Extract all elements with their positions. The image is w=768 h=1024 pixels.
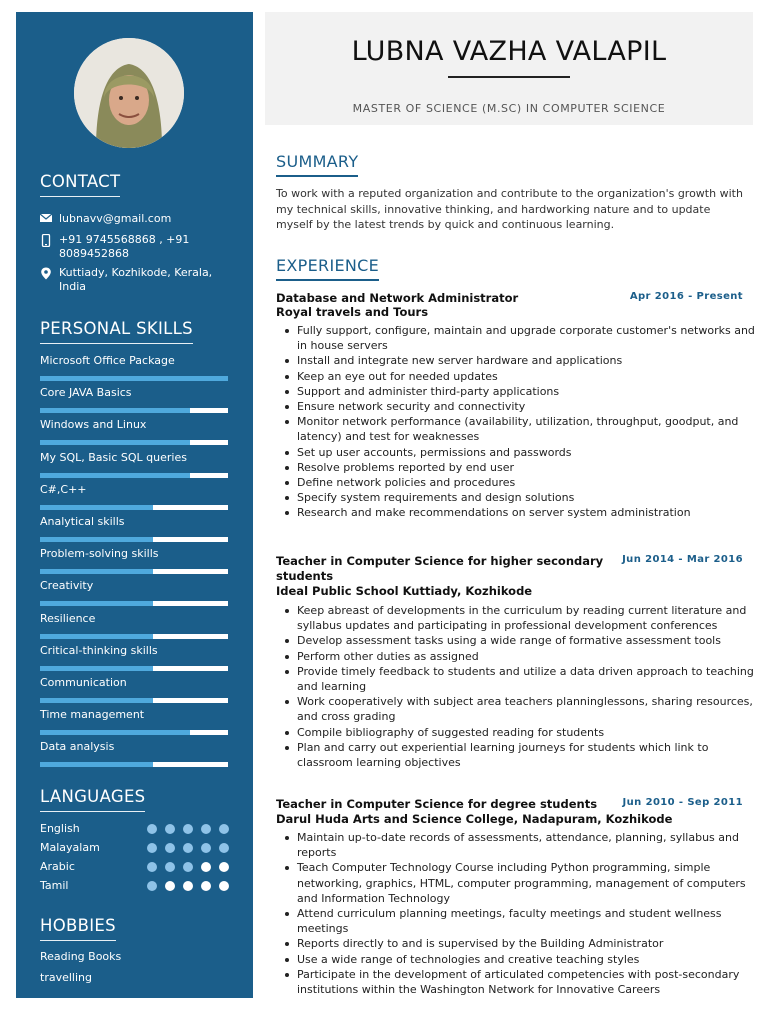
location-pin-icon — [40, 267, 52, 284]
skill-label: C#,C++ — [40, 482, 87, 496]
job-bullet: Develop assessment tasks using a wide range of formative assessment tools — [297, 633, 757, 648]
contact-phone-line1: +91 9745568868 , +91 — [59, 233, 190, 246]
name-underline — [448, 76, 570, 78]
sidebar — [16, 12, 253, 998]
phone-icon — [40, 234, 52, 251]
hobby-item: Reading Books — [40, 950, 122, 963]
skill-bar-fill — [40, 440, 190, 445]
contact-phone-line2: 8089452868 — [59, 247, 129, 260]
skill-label: Data analysis — [40, 740, 115, 754]
job-title: Database and Network Administrator — [276, 291, 519, 305]
skill-bar — [40, 376, 228, 381]
job-bullet: Attend curriculum planning meetings, faculty meetings and student wellness meetings — [297, 906, 757, 936]
skill-item — [40, 483, 228, 510]
language-rating — [147, 881, 229, 891]
job-bullet: Participate in the development of articulated competencies with post-secondary institutions within the Washington Network for Innovative Careers — [297, 967, 757, 997]
job-bullet: Fully support, configure, maintain and upgrade corporate customer's networks and in house servers — [297, 323, 757, 353]
job-bullet: Provide timely feedback to students and utilize a data driven approach to teaching and learning — [297, 664, 757, 694]
skill-label: Problem-solving skills — [40, 547, 159, 561]
skill-item — [40, 386, 228, 413]
rating-dot — [147, 843, 157, 853]
skill-bar — [40, 601, 228, 606]
skill-label: Resilience — [40, 611, 96, 625]
languages-heading: LANGUAGES — [40, 787, 146, 806]
contact-phone-row — [40, 233, 230, 261]
language-name: Malayalam — [40, 841, 100, 854]
language-item — [40, 879, 230, 893]
job-bullet: Keep abreast of developments in the curriculum by reading current literature and syllabus updates and participating in professional development conferences — [297, 603, 757, 633]
skill-label: Creativity — [40, 579, 94, 593]
job-bullet: Plan and carry out experiential learning journeys for students which link to classroom learning objectives — [297, 740, 757, 770]
skill-item — [40, 644, 228, 671]
skill-item — [40, 354, 228, 381]
skill-bar-fill — [40, 408, 190, 413]
skill-item — [40, 515, 228, 542]
skill-bar-fill — [40, 762, 153, 767]
skill-item — [40, 612, 228, 639]
skill-bar-fill — [40, 666, 153, 671]
rating-dot — [219, 843, 229, 853]
language-name: English — [40, 822, 80, 835]
job-bullet: Teach Computer Technology Course including Python programming, simple networking, graphics, HTML, computer programming, management of computers and Information Technology — [297, 860, 757, 906]
rating-dot — [219, 824, 229, 834]
skill-bar-fill — [40, 473, 190, 478]
language-rating — [147, 824, 229, 834]
job-bullet: Ensure network security and connectivity — [297, 399, 757, 414]
skill-label: Critical-thinking skills — [40, 643, 158, 657]
skill-label: Core JAVA Basics — [40, 386, 132, 400]
job-bullet: Resolve problems reported by end user — [297, 460, 757, 475]
job-bullet: Install and integrate new server hardware and applications — [297, 353, 757, 368]
rating-dot — [201, 843, 211, 853]
skill-bar-fill — [40, 505, 153, 510]
skill-bar-fill — [40, 634, 153, 639]
contact-email[interactable]: lubnavv@gmail.com — [59, 212, 172, 225]
job-dates: Jun 2010 - Sep 2011 — [622, 797, 743, 808]
job-bullet: Compile bibliography of suggested reading for students — [297, 725, 757, 740]
job-bullet: Reports directly to and is supervised by the Building Administrator — [297, 936, 757, 951]
profile-photo — [74, 38, 184, 148]
skill-bar — [40, 537, 228, 542]
contact-address-line2: India — [59, 280, 86, 293]
skill-item — [40, 676, 228, 703]
language-rating — [147, 843, 229, 853]
skill-bar — [40, 698, 228, 703]
skill-label: Windows and Linux — [40, 418, 147, 432]
job-dates: Jun 2014 - Mar 2016 — [622, 554, 743, 565]
skill-bar — [40, 762, 228, 767]
skill-label: Microsoft Office Package — [40, 354, 175, 367]
language-rating — [147, 862, 229, 872]
job-bullet: Use a wide range of technologies and creative teaching styles — [297, 952, 757, 967]
job-bullet: Monitor network performance (availability, utilization, throughput, goodput, and latency) and test for weaknesses — [297, 414, 757, 444]
rating-dot — [183, 881, 193, 891]
job-bullets — [280, 323, 757, 521]
job-organization: Darul Huda Arts and Science College, Nadapuram, Kozhikode — [276, 812, 673, 826]
contact-phone — [59, 233, 189, 261]
skill-bar-fill — [40, 601, 153, 606]
job-bullet: Support and administer third-party applications — [297, 384, 757, 399]
job-organization: Royal travels and Tours — [276, 305, 429, 319]
job-bullet: Work cooperatively with subject area teachers planninglessons, sharing resources, and cross grading — [297, 694, 757, 724]
skill-label: Communication — [40, 676, 127, 689]
job-bullet: Maintain up-to-date records of assessments, attendance, planning, syllabus and reports — [297, 830, 757, 860]
skill-bar — [40, 440, 228, 445]
job-title: Teacher in Computer Science for higher secondary students — [276, 554, 604, 583]
rating-dot — [165, 862, 175, 872]
hobby-item: travelling — [40, 971, 92, 984]
language-item — [40, 860, 230, 874]
language-name: Tamil — [40, 879, 69, 892]
skill-bar-fill — [40, 569, 153, 574]
job-bullet: Set up user accounts, permissions and passwords — [297, 445, 757, 460]
language-item — [40, 822, 230, 836]
skill-item — [40, 547, 228, 574]
skill-bar — [40, 634, 228, 639]
skill-item — [40, 579, 228, 606]
rating-dot — [201, 824, 211, 834]
profile-photo-image — [74, 38, 184, 148]
summary-heading: SUMMARY — [276, 152, 359, 171]
skill-item — [40, 451, 228, 478]
summary-text: To work with a reputed organization and contribute to the organization's growth with my technical skills, innovative thinking, and hardworking nature and to update myself by the latest trends by quick and continuous learning. — [276, 187, 743, 231]
rating-dot — [183, 862, 193, 872]
hobbies-heading: HOBBIES — [40, 916, 116, 935]
skill-bar — [40, 569, 228, 574]
job-bullets — [280, 830, 757, 997]
rating-dot — [147, 881, 157, 891]
job-title: Teacher in Computer Science for degree students — [276, 797, 598, 811]
skill-bar-fill — [40, 537, 153, 542]
job-bullet: Perform other duties as assigned — [297, 649, 757, 664]
rating-dot — [183, 843, 193, 853]
skill-bar-fill — [40, 698, 153, 703]
job-organization: Ideal Public School Kuttiady, Kozhikode — [276, 584, 533, 598]
rating-dot — [183, 824, 193, 834]
rating-dot — [165, 824, 175, 834]
skill-label: My SQL, Basic SQL queries — [40, 450, 187, 464]
rating-dot — [165, 843, 175, 853]
skill-label: Analytical skills — [40, 515, 125, 528]
rating-dot — [165, 881, 175, 891]
contact-address-line1: Kuttiady, Kozhikode, Kerala, — [59, 266, 213, 279]
rating-dot — [201, 881, 211, 891]
job-dates: Apr 2016 - Present — [629, 291, 743, 302]
skill-bar — [40, 473, 228, 478]
person-subtitle: MASTER OF SCIENCE (M.SC) IN COMPUTER SCIENCE — [352, 102, 666, 115]
job-bullet: Define network policies and procedures — [297, 475, 757, 490]
rating-dot — [201, 862, 211, 872]
skill-item — [40, 418, 228, 445]
skill-bar — [40, 730, 228, 735]
contact-heading: CONTACT — [40, 172, 121, 191]
skill-label: Time management — [40, 708, 145, 722]
person-name: LUBNA VAZHA VALAPIL — [351, 36, 667, 67]
rating-dot — [219, 862, 229, 872]
language-item — [40, 841, 230, 855]
envelope-icon — [40, 213, 52, 227]
skill-bar — [40, 505, 228, 510]
skill-bar — [40, 666, 228, 671]
job-bullet: Keep an eye out for needed updates — [297, 369, 757, 384]
skills-heading: PERSONAL SKILLS — [40, 319, 193, 338]
rating-dot — [147, 824, 157, 834]
contact-address-row — [40, 266, 230, 294]
contact-email-row — [40, 212, 230, 227]
rating-dot — [219, 881, 229, 891]
contact-address — [59, 266, 212, 294]
rating-dot — [147, 862, 157, 872]
header — [265, 12, 753, 125]
job-bullets — [280, 603, 757, 770]
skill-bar-fill — [40, 730, 190, 735]
language-name: Arabic — [40, 860, 75, 873]
job-bullet: Specify system requirements and design solutions — [297, 490, 757, 505]
skill-bar — [40, 408, 228, 413]
skill-item — [40, 740, 228, 767]
skill-item — [40, 708, 228, 735]
job-bullet: Research and make recommendations on server system administration — [297, 505, 757, 520]
experience-heading: EXPERIENCE — [276, 256, 380, 275]
skill-bar-fill — [40, 376, 228, 381]
